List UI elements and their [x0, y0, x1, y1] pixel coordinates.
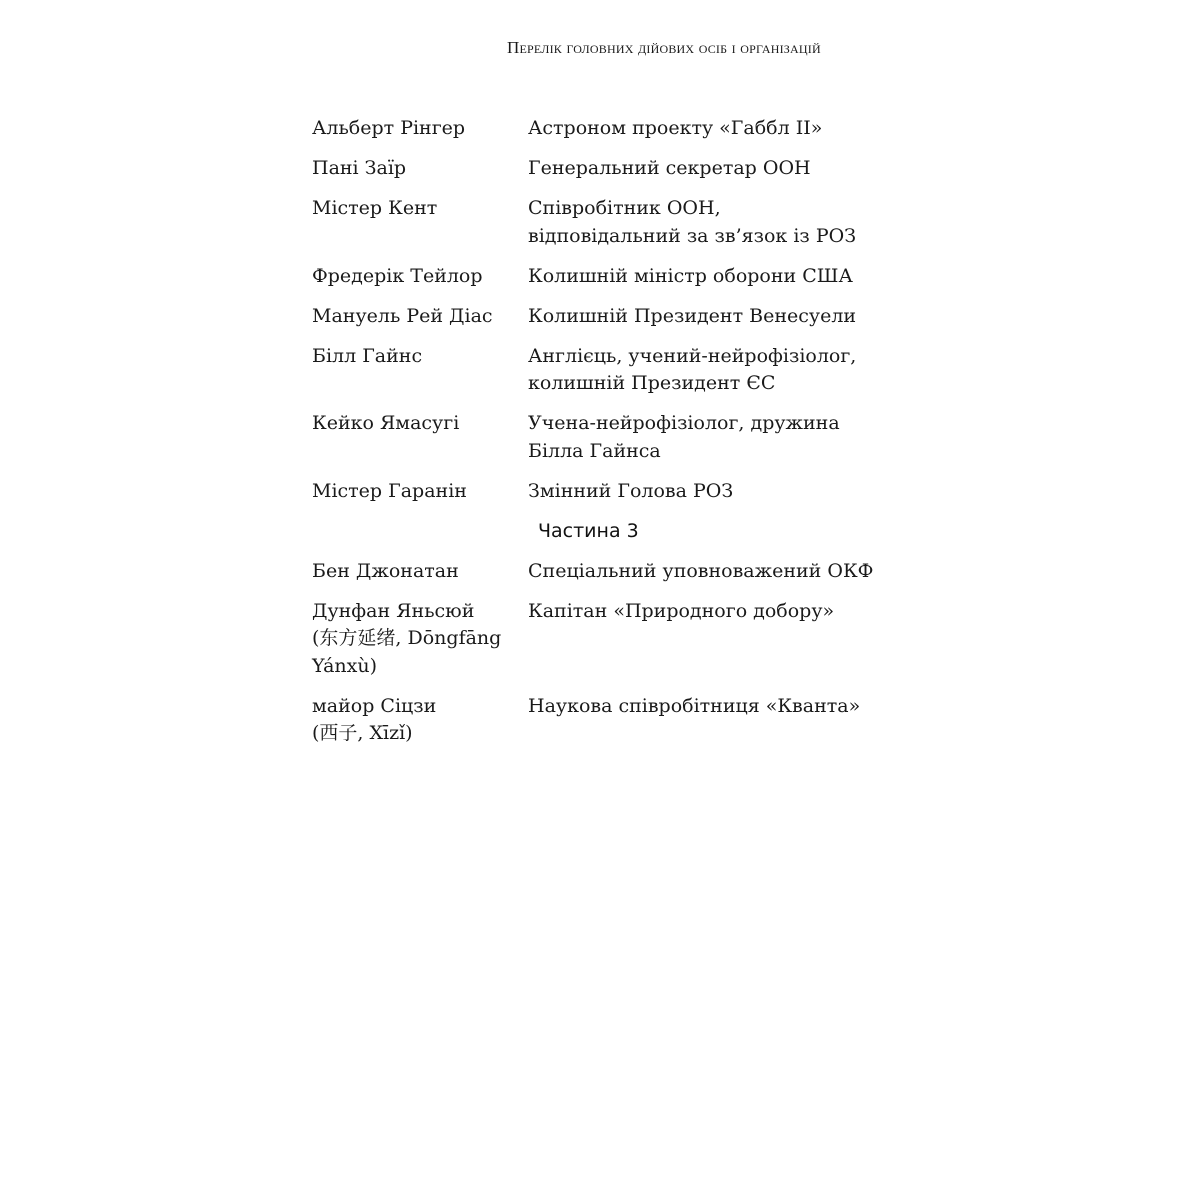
list-item: [312, 195, 912, 250]
list-item: [312, 115, 912, 143]
character-name: Бен Джонатан: [312, 559, 459, 582]
list-item: [312, 263, 912, 291]
character-name: Мануель Рей Діас: [312, 304, 493, 327]
character-name: Білл Гайнс: [312, 344, 423, 367]
list-item: [312, 478, 912, 506]
character-name: Альберт Рінгер: [312, 117, 466, 139]
list-item: [312, 343, 912, 398]
part-heading: Частина 3: [538, 519, 639, 542]
list-item: [312, 598, 912, 681]
character-name: майор Сіцзи (西子, Xīzǐ): [312, 694, 437, 744]
character-role: Астроном проекту «Габбл II»: [528, 117, 823, 139]
character-name: Кейко Ямасугі: [312, 412, 460, 434]
character-role: Колишній міністр оборони США: [528, 264, 853, 287]
character-role: Спеціальний уповноважений ОКФ: [528, 559, 874, 582]
list-item: [312, 410, 912, 465]
character-name: Фредерік Тейлор: [312, 264, 483, 287]
list-item: [312, 558, 912, 586]
character-role: Співробітник ООН, відповідальний за зв’язок із РОЗ: [528, 197, 857, 247]
list-item: [312, 693, 912, 748]
character-name: Містер Гаранін: [312, 479, 467, 502]
character-name: Містер Кент: [312, 197, 438, 219]
character-name: Дунфан Яньсюй (东方延绪, Dōngfāng Yánxù): [312, 599, 502, 677]
list-item: [312, 155, 912, 183]
character-role: Учена-нейрофізіолог, дружина Білла Гайнса: [528, 412, 840, 462]
character-name: Пані Заїр: [312, 157, 407, 179]
character-list: [312, 115, 912, 760]
character-role: Наукова співробітниця «Кванта»: [528, 694, 861, 717]
character-role: Генеральний секретар ООН: [528, 157, 811, 179]
character-role: Колишній Президент Венесуели: [528, 304, 857, 327]
running-header: Перелік головних дійових осіб і організацій: [507, 38, 821, 57]
character-role: Англієць, учений-нейрофізіолог, колишній Президент ЄС: [528, 344, 857, 394]
character-role: Змінний Голова РОЗ: [528, 479, 734, 502]
character-role: Капітан «Природного добору»: [528, 599, 835, 622]
list-item: [312, 303, 912, 331]
